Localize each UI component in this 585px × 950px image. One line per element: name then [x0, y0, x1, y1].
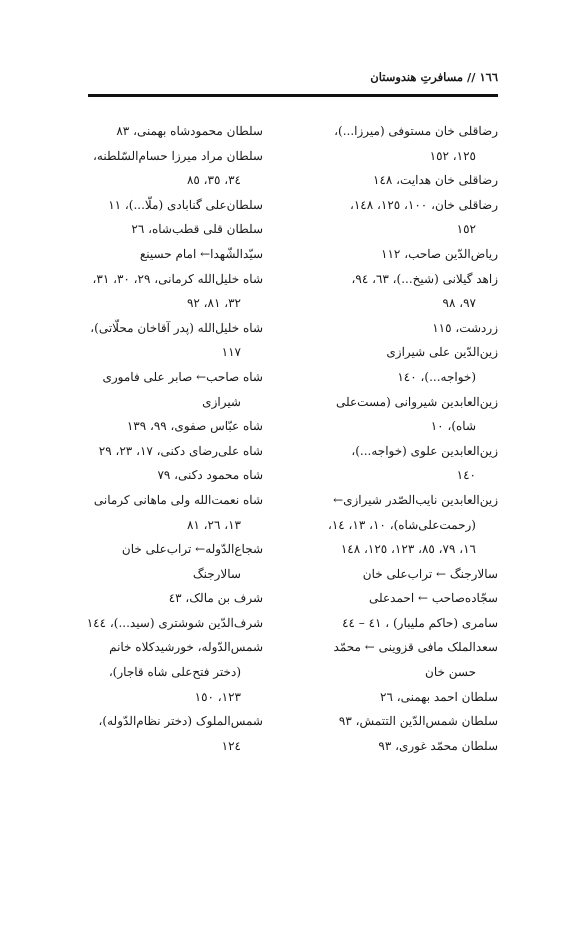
index-entry-line: شاه خلیل‌الله کرمانی، ٢٩، ٣٠، ٣١،: [92, 271, 263, 286]
index-entry-line: ١٣، ٢٦، ٨١: [186, 517, 241, 532]
index-entry-line: ١٥٢: [456, 222, 476, 237]
index-entry-line: ٣٢، ٨١، ٩٢: [186, 296, 241, 311]
index-entry-line: زاهد گیلانی (شیخ...)، ٦٣، ٩٤،: [351, 271, 498, 286]
index-entry-line: سلطان محمّد غوری، ٩٣: [378, 738, 498, 753]
index-entry-line: ١١٧: [221, 345, 241, 360]
index-column-left: [73, 119, 263, 758]
index-entry-line: ریاض‌الدّین صاحب، ١١٢: [381, 246, 498, 261]
index-entry-line: سلطان‌علی گنابادی (ملّا...)، ١١: [108, 197, 263, 212]
running-head: ١٦٦ // مسافرتِ هندوستان: [370, 70, 498, 84]
index-entry-line: ١٢٤: [221, 738, 241, 753]
index-entry-line: حسن خان: [425, 665, 476, 680]
index-entry-line: سعدالملک مافی قزوینی ← محمّد: [333, 640, 498, 655]
index-entry-line: شاه صاحب← صابر علی فاموری: [102, 369, 263, 384]
index-entry-line: (رحمت‌علی‌شاه)، ١٠، ١٣، ١٤،: [327, 517, 476, 532]
index-entry-line: شاه عبّاس صفوی، ٩٩، ١٣٩: [126, 419, 263, 434]
index-entry-line: سیّدالشّهدا← امام حسینع: [139, 246, 263, 261]
index-entry-line: زین‌العابدین شیروانی (مست‌علی: [336, 394, 498, 409]
index-entry-line: سلطان محمودشاه بهمنی، ٨٣: [116, 124, 263, 138]
index-entry-line: سلطان مراد میرزا حسام‌السّلطنه،: [93, 148, 263, 163]
index-entry-line: شرف بن مالک، ٤٣: [168, 591, 263, 606]
index-entry-line: شجاع‌الدّوله← تراب‌علی خان: [121, 542, 263, 557]
header-rule: [88, 94, 498, 97]
index-entry-line: شاه)، ١٠: [430, 419, 476, 434]
index-entry-line: سلطان قلی قطب‌شاه، ٢٦: [131, 222, 263, 237]
index-entry-line: شاه علی‌رضای دکنی، ١٧، ٢٣، ٢٩: [98, 443, 263, 458]
index-entry-line: ٣٤، ٣٥، ٨٥: [186, 173, 241, 188]
index-entry-line: شمس‌الدّوله، خورشیدکلاه خانم: [109, 640, 263, 655]
index-entry-line: زین‌العابدین نایب‌الصّدر شیرازی←: [333, 492, 498, 507]
index-entry-line: شاه خلیل‌الله (پدر آقاخان محلّاتی)،: [90, 320, 263, 335]
index-entry-line: سامری (حاکم ملیبار) ، ٤١ – ٤٤: [342, 615, 498, 630]
index-entry-line: سلطان احمد بهمنی، ٢٦: [380, 689, 498, 704]
index-entry-line: سالارجنگ ← تراب‌علی خان: [362, 566, 498, 581]
index-entry-line: (دختر فتح‌علی شاه قاجار)،: [108, 665, 241, 680]
index-column-right: [308, 119, 498, 758]
index-entry-line: رضاقلی خان مستوفی (میرزا...)،: [334, 124, 498, 138]
index-entry-line: ١٤٠: [456, 468, 476, 483]
index-entry-line: شاه نعمت‌الله ولی ماهانی کرمانی: [93, 492, 263, 507]
index-entry-line: شاه محمود دکنی، ٧٩: [157, 468, 263, 483]
index-entry-line: رضاقلی خان، ١٠٠، ١٢٥، ١٤٨،: [349, 197, 498, 212]
index-entry-line: سلطان شمس‌الدّین التتمش، ٩٣: [338, 714, 498, 729]
index-entry-line: زین‌الدّین علی شیرازی: [386, 345, 498, 360]
index-entry-line: ٩٧، ٩٨: [442, 296, 476, 311]
index-entry-line: ١٢٥، ١٥٢: [429, 148, 476, 163]
index-entry-line: رضاقلی خان هدایت، ١٤٨: [373, 173, 498, 188]
index-entry-line: (خواجه...)، ١٤٠: [397, 369, 476, 384]
index-entry-line: ١٢٣، ١٥٠: [194, 689, 241, 704]
index-entry-line: شمس‌الملوک (دختر نظام‌الدّوله)،: [98, 714, 263, 729]
index-entry-line: شرف‌الدّین شوشتری (سید...)، ١٤٤: [86, 615, 263, 630]
index-entry-line: سجّاده‌صاحب ← احمدعلی: [369, 591, 498, 606]
index-entry-line: زین‌العابدین علوی (خواجه...)،: [351, 443, 498, 458]
index-entry-line: ١٦، ٧٩، ٨٥، ١٢٣، ١٢٥، ١٤٨: [340, 542, 476, 557]
index-entry-line: سالارجنگ: [192, 566, 241, 581]
index-entry-line: شیرازی: [202, 394, 241, 409]
index-entry-line: زردشت، ١١٥: [432, 320, 498, 335]
